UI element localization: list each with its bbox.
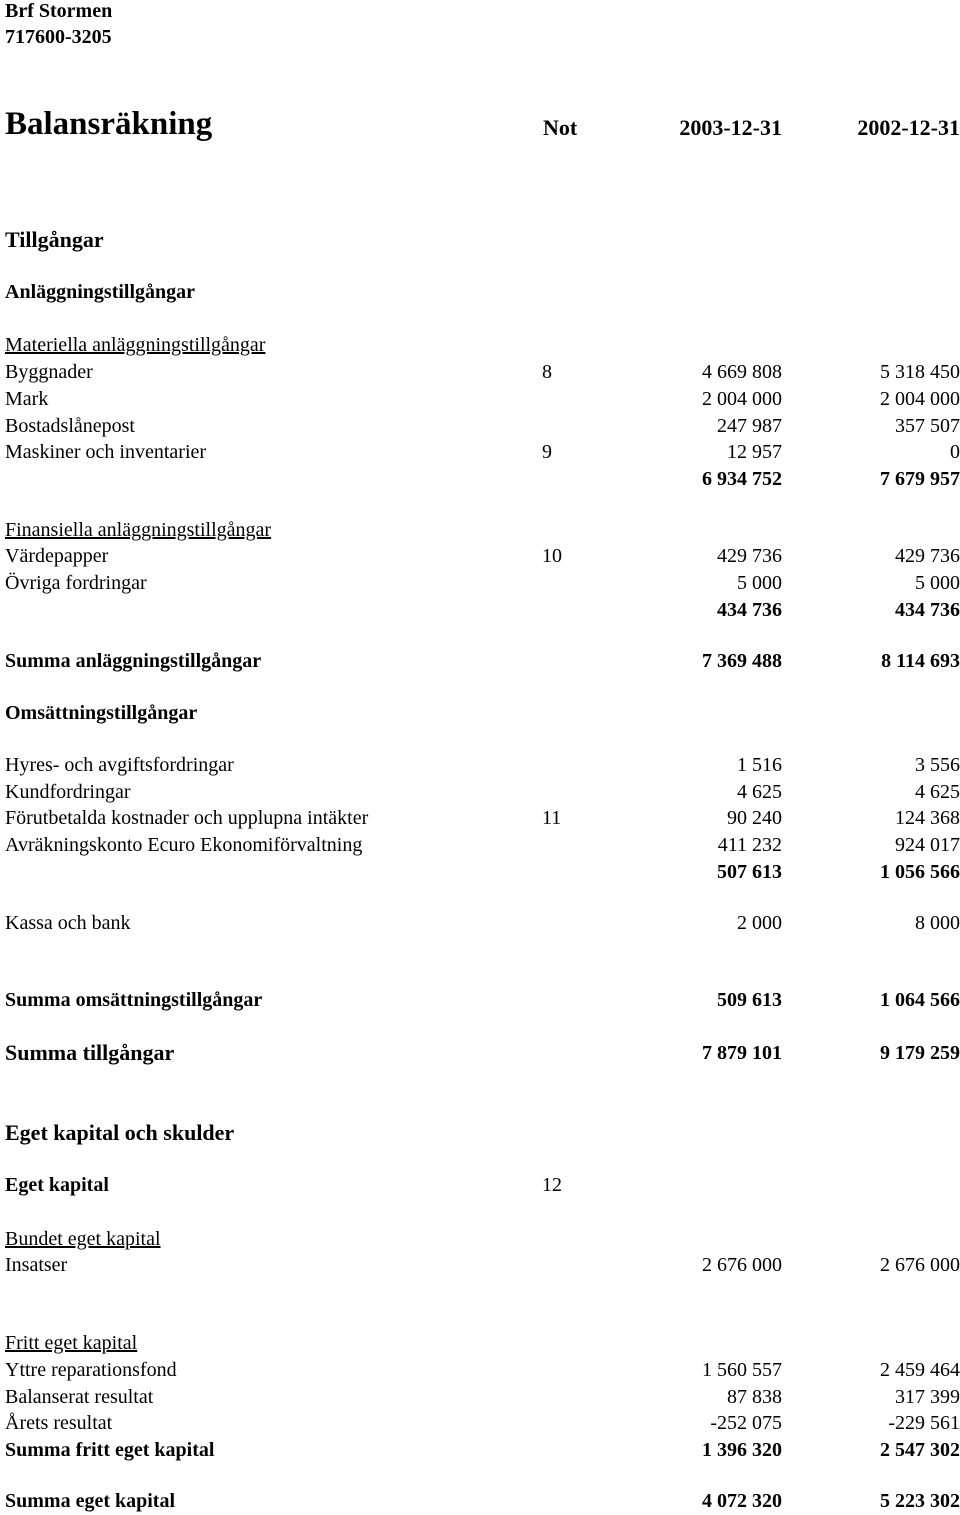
- row-label: Eget kapital och skulder: [5, 1120, 235, 1145]
- value-2002: 357 507: [895, 415, 960, 437]
- row-label: Summa omsättningstillgångar: [5, 989, 263, 1011]
- subtotal-row: [0, 467, 960, 491]
- value-2002: 429 736: [895, 545, 960, 567]
- row-label: Finansiella anläggningstillgångar: [5, 519, 272, 541]
- value-2003: 429 736: [717, 545, 782, 567]
- note-reference: 8: [542, 361, 552, 383]
- row-label: Summa anläggningstillgångar: [5, 650, 262, 672]
- grand-total-row: [0, 1041, 960, 1065]
- row-label: Yttre reparationsfond: [5, 1359, 177, 1381]
- row-label: Bundet eget kapital: [5, 1228, 161, 1250]
- value-2003: 434 736: [717, 599, 782, 621]
- section-heading-omsattningstillgangar: [0, 701, 960, 725]
- value-2003: 2 004 000: [702, 388, 782, 410]
- section-heading-tillgangar: [0, 228, 960, 252]
- section-heading-anlaggningstillgangar: [0, 280, 960, 304]
- organization-name: Brf Stormen: [5, 0, 113, 22]
- page-title: Balansräkning: [5, 106, 213, 142]
- value-2003: 12 957: [727, 441, 782, 463]
- value-2003: 90 240: [727, 807, 782, 829]
- value-2002: -229 561: [888, 1412, 960, 1434]
- table-row: [0, 1411, 960, 1435]
- value-2002: 2 459 464: [880, 1359, 960, 1381]
- value-2002: 3 556: [915, 754, 960, 776]
- table-row: [0, 753, 960, 777]
- row-label: Summa tillgångar: [5, 1040, 175, 1065]
- row-label: Övriga fordringar: [5, 572, 147, 594]
- value-2003: 247 987: [717, 415, 782, 437]
- value-2003: 2 676 000: [702, 1254, 782, 1276]
- row-label: Maskiner och inventarier: [5, 441, 207, 463]
- section-heading-eget-kapital-och-skulder: [0, 1121, 960, 1145]
- table-row: [0, 544, 960, 568]
- value-2002: 924 017: [895, 834, 960, 856]
- value-2002: 8 000: [915, 912, 960, 934]
- row-label: Summa eget kapital: [5, 1490, 175, 1512]
- value-2002: 4 625: [915, 781, 960, 803]
- value-2002: 124 368: [895, 807, 960, 829]
- column-header-not: Not: [543, 115, 578, 140]
- table-row: [0, 780, 960, 804]
- value-2002: 2 676 000: [880, 1254, 960, 1276]
- value-2002: 5 223 302: [880, 1490, 960, 1512]
- table-row: [0, 360, 960, 384]
- row-label: Byggnader: [5, 361, 93, 383]
- row-label: Årets resultat: [5, 1412, 113, 1434]
- value-2003: 411 232: [717, 834, 782, 856]
- subsection-heading-bundet: [0, 1227, 960, 1251]
- table-row: [0, 833, 960, 857]
- organization-number: 717600-3205: [5, 26, 112, 48]
- value-2002: 2 004 000: [880, 388, 960, 410]
- section-heading-eget-kapital: [0, 1173, 960, 1197]
- value-2002: 1 064 566: [880, 989, 960, 1011]
- row-label: Mark: [5, 388, 49, 410]
- row-label: Kassa och bank: [5, 912, 131, 934]
- table-row: [0, 806, 960, 830]
- total-row: [0, 1438, 960, 1462]
- subtotal-row: [0, 860, 960, 884]
- note-reference: 9: [542, 441, 552, 463]
- row-label: Förutbetalda kostnader och upplupna intäkter: [5, 807, 369, 829]
- value-2003: -252 075: [710, 1412, 782, 1434]
- table-row: [0, 440, 960, 464]
- value-2003: 1 516: [737, 754, 782, 776]
- value-2003: 7 369 488: [702, 650, 782, 672]
- table-row: [0, 911, 960, 935]
- row-label: Tillgångar: [5, 227, 104, 252]
- value-2003: 5 000: [737, 572, 782, 594]
- value-2003: 1 560 557: [702, 1359, 782, 1381]
- value-2002: 2 547 302: [880, 1439, 960, 1461]
- subtotal-row: [0, 598, 960, 622]
- value-2002: 9 179 259: [880, 1042, 960, 1064]
- value-2003: 1 396 320: [702, 1439, 782, 1461]
- value-2003: 4 625: [737, 781, 782, 803]
- row-label: Värdepapper: [5, 545, 109, 567]
- row-label: Kundfordringar: [5, 781, 131, 803]
- row-label: Summa fritt eget kapital: [5, 1439, 215, 1461]
- subsection-heading-fritt: [0, 1331, 960, 1355]
- table-row: [0, 1358, 960, 1382]
- value-2003: 4 072 320: [702, 1490, 782, 1512]
- value-2003: 2 000: [737, 912, 782, 934]
- total-row: [0, 1489, 960, 1513]
- value-2002: 434 736: [895, 599, 960, 621]
- table-row: [0, 1253, 960, 1277]
- value-2002: 5 000: [915, 572, 960, 594]
- row-label: Eget kapital: [5, 1174, 109, 1196]
- value-2003: 7 879 101: [702, 1042, 782, 1064]
- value-2003: 509 613: [717, 989, 782, 1011]
- note-reference: 11: [542, 807, 562, 829]
- value-2002: 317 399: [895, 1386, 960, 1408]
- value-2002: 0: [950, 441, 960, 463]
- column-header-2002: 2002-12-31: [857, 115, 960, 140]
- value-2003: 4 669 808: [702, 361, 782, 383]
- row-label: Omsättningstillgångar: [5, 702, 198, 724]
- row-label: Insatser: [5, 1254, 68, 1276]
- subsection-heading-materiella: [0, 333, 960, 357]
- table-row: [0, 1385, 960, 1409]
- value-2002: 7 679 957: [880, 468, 960, 490]
- row-label: Anläggningstillgångar: [5, 281, 196, 303]
- note-reference: 10: [542, 545, 562, 567]
- row-label: Bostadslånepost: [5, 415, 135, 437]
- value-2002: 1 056 566: [880, 861, 960, 883]
- note-reference: 12: [542, 1174, 562, 1196]
- table-row: [0, 571, 960, 595]
- table-row: [0, 387, 960, 411]
- column-header-2003: 2003-12-31: [679, 115, 782, 140]
- value-2002: 5 318 450: [880, 361, 960, 383]
- row-label: Fritt eget kapital: [5, 1332, 138, 1354]
- total-row: [0, 988, 960, 1012]
- total-row: [0, 649, 960, 673]
- value-2003: 87 838: [727, 1386, 782, 1408]
- value-2003: 6 934 752: [702, 468, 782, 490]
- row-label: Hyres- och avgiftsfordringar: [5, 754, 234, 776]
- value-2002: 8 114 693: [881, 650, 960, 672]
- value-2003: 507 613: [717, 861, 782, 883]
- subsection-heading-finansiella: [0, 518, 960, 542]
- row-label: Materiella anläggningstillgångar: [5, 334, 266, 356]
- row-label: Balanserat resultat: [5, 1386, 154, 1408]
- row-label: Avräkningskonto Ecuro Ekonomiförvaltning: [5, 834, 363, 856]
- table-row: [0, 414, 960, 438]
